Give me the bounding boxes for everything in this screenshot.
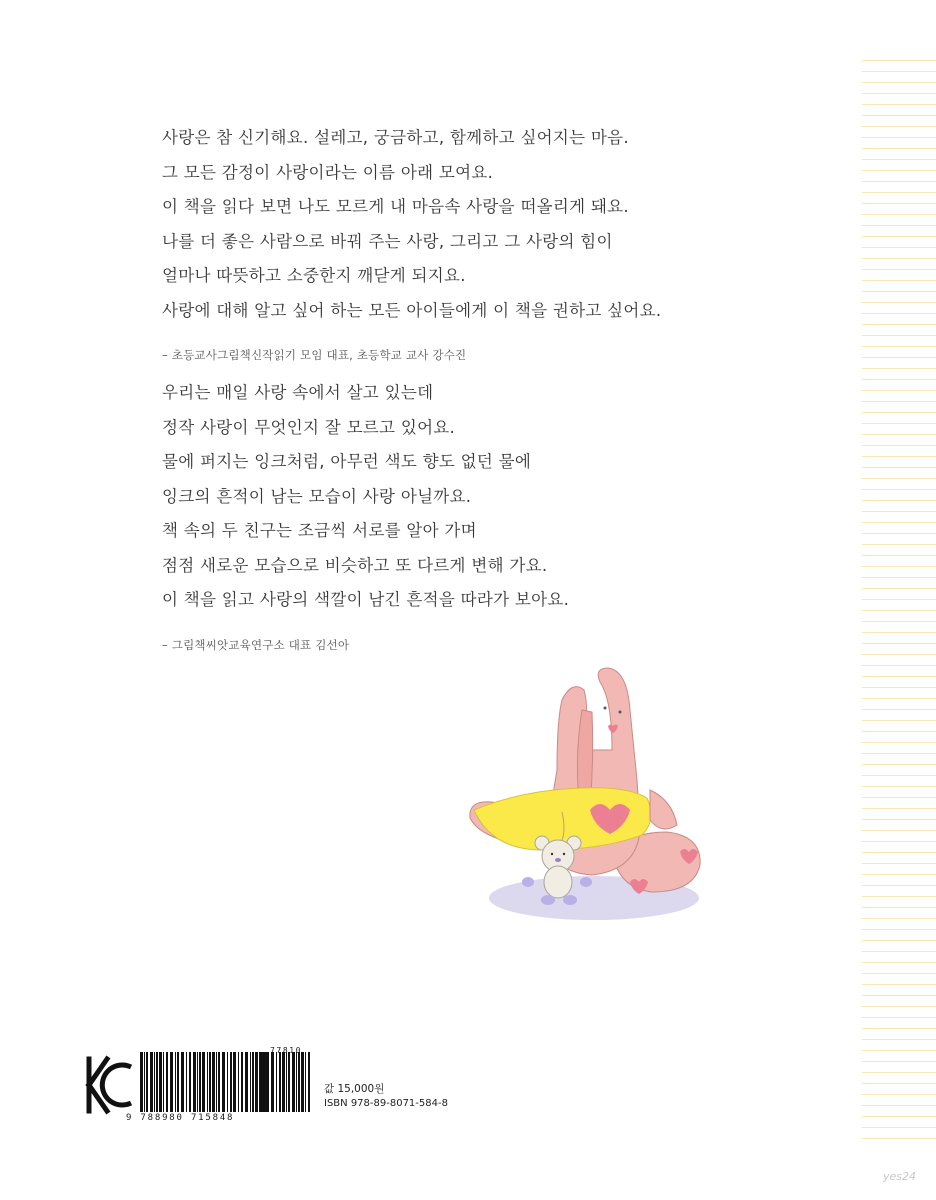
barcode-bar xyxy=(267,1052,269,1112)
blurb-line: 나를 더 좋은 사람으로 바꿔 주는 사랑, 그리고 그 사랑의 힘이 xyxy=(162,231,613,251)
barcode-bar xyxy=(146,1052,148,1112)
barcode-bar xyxy=(202,1052,205,1112)
barcode-bar xyxy=(241,1052,243,1112)
barcode-bar xyxy=(212,1052,215,1112)
blurb-line: 사랑에 대해 알고 싶어 하는 모든 아이들에게 이 책을 권하고 싶어요. xyxy=(162,300,662,320)
barcode-bar xyxy=(286,1052,287,1112)
barcode-digits: 9 788980 715848 xyxy=(126,1113,235,1123)
bear-body xyxy=(544,866,572,898)
barcode-bar xyxy=(252,1052,254,1112)
barcode-bar xyxy=(140,1052,143,1112)
bunny-arm xyxy=(650,790,677,829)
barcode-bar xyxy=(177,1052,179,1112)
blurb-attribution: – 그림책씨앗교육연구소 대표 김선아 xyxy=(162,637,350,652)
barcode-bar xyxy=(282,1052,285,1112)
barcode-bar xyxy=(308,1052,310,1112)
barcode-bar xyxy=(197,1052,198,1112)
bear-foot xyxy=(563,895,577,905)
blurb-line: 우리는 매일 사랑 속에서 살고 있는데 xyxy=(162,383,434,402)
blurb-line: 그 모든 감정이 사랑이라는 이름 아래 모여요. xyxy=(162,162,494,182)
barcode-bar xyxy=(154,1052,155,1112)
barcode-bar xyxy=(209,1052,211,1112)
bunny-eye xyxy=(604,707,607,710)
spine-ruled-lines xyxy=(862,60,936,1142)
blurb-attribution: – 초등교사그림책신작읽기 모임 대표, 초등학교 교사 강수진 xyxy=(162,348,467,362)
barcode-bar xyxy=(181,1052,184,1112)
bear-nose xyxy=(555,858,561,862)
barcode-bar xyxy=(218,1052,220,1112)
barcode-bar xyxy=(150,1052,153,1112)
barcode-bar xyxy=(292,1052,295,1112)
blurb-line: 책 속의 두 친구는 조금씩 서로를 알아 가며 xyxy=(162,521,477,540)
isbn-barcode xyxy=(140,1052,268,1112)
barcode-bar xyxy=(186,1052,187,1112)
recommendation-blurb-2 xyxy=(162,376,569,654)
barcode-bar xyxy=(222,1052,225,1112)
barcode-bar xyxy=(301,1052,304,1112)
barcode-bar xyxy=(216,1052,217,1112)
blurb-line: 정작 사랑이 무엇인지 잘 모르고 있어요. xyxy=(162,417,456,437)
isbn-label: ISBN 978-89-8071-584-8 xyxy=(324,1098,448,1109)
barcode-bar xyxy=(271,1052,274,1112)
blurb-line: 물에 퍼지는 잉크처럼, 아무런 색도 향도 없던 물에 xyxy=(162,452,532,471)
barcode-bar xyxy=(175,1052,176,1112)
blurb-line: 사랑은 참 신기해요. 설레고, 궁금하고, 함께하고 싶어지는 마음. xyxy=(162,128,629,147)
barcode-bar xyxy=(276,1052,277,1112)
barcode-bar xyxy=(199,1052,201,1112)
bunny-and-bear-illustration xyxy=(462,660,722,920)
blurb-line: 이 책을 읽다 보면 나도 모르게 내 마음속 사랑을 떠올리게 돼요. xyxy=(162,197,629,216)
price-label: 값 15,000원 xyxy=(324,1083,385,1095)
barcode-bar xyxy=(166,1052,168,1112)
barcode-bar xyxy=(264,1052,265,1112)
blurb-line: 얼마나 따뜻하고 소중한지 깨닫게 되지요. xyxy=(162,266,466,285)
barcode-bar xyxy=(255,1052,258,1112)
barcode-bar xyxy=(296,1052,297,1112)
kc-letter-c xyxy=(102,1065,131,1105)
bear-eye xyxy=(563,853,565,855)
bear-eye xyxy=(551,853,553,855)
addon-digits: 77810 xyxy=(270,1046,303,1055)
barcode-bar xyxy=(227,1052,228,1112)
barcode-bar xyxy=(230,1052,232,1112)
watermark: yes24 xyxy=(883,1170,917,1183)
bunny-eye xyxy=(619,711,622,714)
barcode-bar xyxy=(233,1052,236,1112)
blurb-line: 잉크의 흔적이 남는 모습이 사랑 아닐까요. xyxy=(162,486,472,506)
price-addon-barcode xyxy=(260,1052,312,1112)
recommendation-blurb-1 xyxy=(162,121,661,364)
barcode-bar xyxy=(159,1052,162,1112)
barcode-bar xyxy=(193,1052,196,1112)
bear-paw xyxy=(522,877,534,887)
barcode-bar xyxy=(207,1052,208,1112)
barcode-bar xyxy=(189,1052,191,1112)
barcode-bar xyxy=(245,1052,248,1112)
barcode-bar xyxy=(163,1052,164,1112)
kc-certification-mark xyxy=(85,1055,135,1115)
barcode-bar xyxy=(260,1052,263,1112)
barcode-bar xyxy=(298,1052,300,1112)
barcode-bar xyxy=(250,1052,251,1112)
barcode-bar xyxy=(144,1052,145,1112)
barcode-bar xyxy=(238,1052,239,1112)
blurb-line: 점점 새로운 모습으로 비슷하고 또 다르게 변해 가요. xyxy=(162,555,548,575)
barcode-bar xyxy=(288,1052,290,1112)
barcode-bar xyxy=(170,1052,173,1112)
barcode-bar xyxy=(305,1052,306,1112)
blurb-line: 이 책을 읽고 사랑의 색깔이 남긴 흔적을 따라가 보아요. xyxy=(162,590,570,609)
barcode-bar xyxy=(156,1052,158,1112)
bear-paw xyxy=(580,877,592,887)
barcode-bar xyxy=(279,1052,281,1112)
bear-foot xyxy=(541,895,555,905)
